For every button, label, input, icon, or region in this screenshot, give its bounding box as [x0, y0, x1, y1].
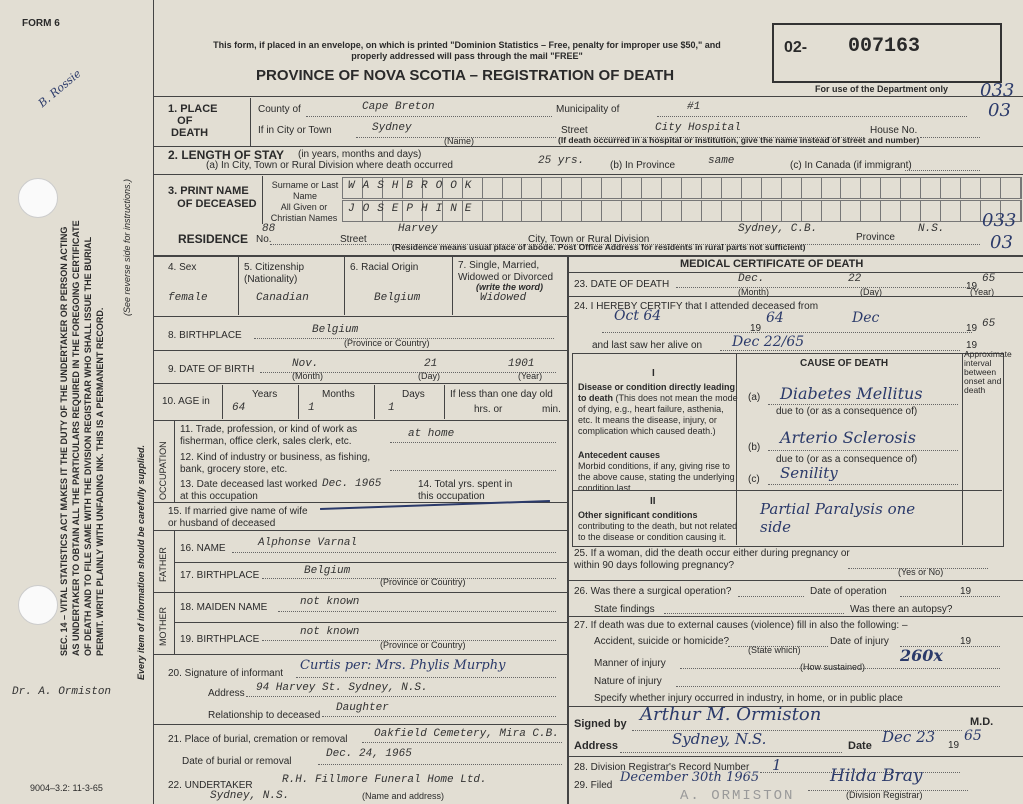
father-group-label: FATHER: [158, 547, 168, 582]
attended-to-year-prefix: 19: [966, 323, 978, 334]
stay-c-label: (c) In Canada (if immigrant): [790, 160, 912, 171]
other-label: Other significant conditions contributing to the death, but not related to the disease or condition causing it.: [578, 510, 738, 542]
due-to-a: due to (or as a consequence of): [776, 406, 918, 417]
burial-date: Dec. 24, 1965: [326, 748, 412, 760]
mother-birthplace: not known: [300, 626, 360, 638]
informant-sig-label: 20. Signature of informant: [168, 668, 284, 679]
municipality-label: Municipality of: [556, 104, 620, 115]
q15-label: 15. If married give name of wife or husband of deceased: [168, 506, 308, 529]
birthplace-caption: (Province or Country): [344, 338, 430, 348]
mother-maiden: not known: [300, 596, 360, 608]
surname-value: WASHBROOK: [348, 180, 480, 192]
cause-heading: CAUSE OF DEATH: [800, 358, 889, 369]
q26-label: 26. Was there a surgical operation?: [574, 586, 732, 597]
hrs-label: hrs. or: [474, 404, 503, 415]
citizenship-value: Canadian: [256, 292, 309, 304]
min-label: min.: [542, 404, 561, 415]
undertaker-label: 22. UNDERTAKER: [168, 780, 253, 791]
racial-label: 6. Racial Origin: [350, 262, 419, 273]
ormiston-stamp: A. ORMISTON: [680, 788, 795, 804]
death-month: Dec.: [738, 273, 765, 285]
print-code: 9004–3.2: 11-3-65: [30, 783, 103, 793]
state-which-caption: (State which): [748, 645, 801, 655]
age-years: 64: [232, 402, 246, 414]
dob-label: 9. DATE OF BIRTH: [168, 364, 255, 375]
less-day-label: If less than one day old: [450, 389, 553, 400]
injury-year-prefix: 19: [960, 636, 972, 647]
section-ii: II: [650, 496, 656, 507]
dept-code-4: 03: [990, 232, 1013, 253]
q24-label: 24. I HEREBY CERTIFY that I attended deceased from: [574, 301, 819, 312]
due-to-b: due to (or as a consequence of): [776, 454, 918, 465]
reviewer-initials: B. Rossie: [35, 67, 84, 110]
informant-address-label: Address: [208, 688, 245, 699]
place-label: 1. PLACE OF DEATH: [168, 103, 218, 139]
op-date-label: Date of operation: [810, 586, 887, 597]
signed-address-label: Address: [574, 740, 619, 752]
interval-label: Approximate interval between onset and death: [964, 349, 1012, 395]
medical-heading: MEDICAL CERTIFICATE OF DEATH: [680, 258, 864, 270]
filed-date: December 30th 1965: [620, 770, 760, 785]
hospital-note: (If death occurred in a hospital or institution, give the name instead of street and number): [558, 135, 920, 145]
dob-year-cap: (Year): [518, 371, 543, 381]
residence-city: Sydney, C.B.: [738, 223, 818, 235]
father-bp-label: 17. BIRTHPLACE: [180, 570, 260, 581]
dob-month: Nov.: [292, 358, 319, 370]
q13-label: 13. Date deceased last worked at this occupation: [180, 479, 318, 502]
residence-note: (Residence means usual place of abode. Post Office Address for residents in rural parts not sufficient): [392, 242, 806, 252]
registrar-signature: Hilda Bray: [830, 766, 923, 786]
doctor-name: Dr. A. Ormiston: [12, 686, 112, 698]
name-caption: (Name): [444, 136, 475, 146]
age-days: 1: [388, 402, 395, 414]
informant-signature: Curtis per: Mrs. Phylis Murphy: [300, 658, 506, 673]
burial-place-label: 21. Place of burial, cremation or removal: [168, 734, 348, 745]
attended-from-year: 64: [766, 310, 784, 326]
punch-hole-top: [18, 178, 58, 218]
county-label: County of: [258, 104, 301, 115]
undertaker-city: Sydney, N.S.: [210, 790, 290, 802]
manner-code: 260x: [900, 646, 943, 665]
months-label: Months: [322, 389, 355, 400]
q14-label: 14. Total yrs. spent in this occupation: [418, 479, 513, 502]
manner-label: Manner of injury: [594, 658, 666, 669]
stay-sub: (in years, months and days): [298, 149, 422, 160]
occupation-group-label: OCCUPATION: [158, 441, 168, 500]
stay-label: 2. LENGTH OF STAY: [168, 148, 285, 162]
act-text: SEC. 14 – VITAL STATISTICS ACT MAKES IT THE DUTY OF THE UNDERTAKER OR PERSON ACTING AS UNDERTAKER TO OBTAIN ALL THE PARTICULARS REQUIRED IN THE FOREGOING CERTIFICATE OF DEATH AND TO FILE SAME WITH THE DIVISION REGISTRAR WHO SHALL ISSUE THE BURIAL PERMIT. WRITE PLAINLY WITH UNFADING INK. THIS IS A PERMANENT RECORD.: [59, 220, 105, 656]
md-label: M.D.: [970, 716, 994, 728]
father-name: Alphonse Varnal: [258, 537, 358, 549]
dob-year: 1901: [508, 358, 535, 370]
op-date-year-prefix: 19: [960, 586, 972, 597]
municipality-value: #1: [687, 101, 701, 113]
signed-year: 65: [964, 728, 982, 744]
residence-label: RESIDENCE: [178, 232, 249, 246]
dob-month-cap: (Month): [292, 371, 324, 381]
mother-bp-label: 19. BIRTHPLACE: [180, 634, 260, 645]
dept-code-2: 03: [988, 100, 1011, 121]
burial-date-label: Date of burial or removal: [182, 756, 292, 767]
other-conditions: Partial Paralysis one side: [760, 500, 916, 536]
instructions-note: (See reverse side for instructions.): [122, 178, 132, 316]
cause-b: Arterio Sclerosis: [780, 428, 916, 447]
physician-signature: Arthur M. Ormiston: [640, 704, 822, 725]
years-label: Years: [252, 389, 278, 400]
death-year-prefix: 19: [966, 281, 978, 292]
street-label: Street: [561, 125, 588, 136]
residence-street-label: Street: [340, 234, 367, 245]
age-months: 1: [308, 402, 315, 414]
surname-label: Surname or Last Name: [271, 180, 339, 201]
q28-label: 28. Division Registrar's Record Number: [574, 762, 750, 773]
days-label: Days: [402, 389, 425, 400]
citizenship-label: 5. Citizenship (Nationality): [244, 262, 305, 285]
every-item-note: Every item of information should be carefully supplied.: [136, 444, 146, 680]
county-value: Cape Breton: [362, 101, 435, 113]
father-name-label: 16. NAME: [180, 543, 226, 554]
age-label: 10. AGE in: [162, 396, 210, 407]
city-value: Sydney: [372, 122, 412, 134]
antecedent-label: Antecedent causes Morbid conditions, if any, giving rise to the above cause, stating the underlying condition last.: [578, 450, 735, 493]
informant-address: 94 Harvey St. Sydney, N.S.: [256, 682, 428, 694]
attended-to-year: 65: [982, 318, 996, 330]
q11-value: at home: [408, 428, 455, 440]
cause-a-label: (a): [748, 392, 761, 403]
q25-label: 25. If a woman, did the death occur either during pregnancy or within 90 days following pregnancy?: [574, 548, 850, 571]
residence-province: N.S.: [918, 223, 945, 235]
birthplace-label: 8. BIRTHPLACE: [168, 330, 242, 341]
relationship-value: Daughter: [336, 702, 389, 714]
registration-number-box: [772, 23, 1002, 83]
cause-c: Senility: [780, 464, 838, 482]
residence-no: 88: [262, 223, 276, 235]
last-saw-year-prefix: 19: [966, 340, 978, 351]
residence-city-label: City, Town or Rural Division: [528, 234, 650, 245]
undertaker-name: R.H. Fillmore Funeral Home Ltd.: [282, 774, 487, 786]
specify-label: Specify whether injury occurred in industry, in home, or in public place: [594, 693, 903, 704]
given-label: All Given or Christian Names: [270, 202, 338, 223]
signed-date-label: Date: [848, 740, 872, 752]
cause-a: Diabetes Mellitus: [780, 384, 923, 403]
reg-number: 007163: [848, 35, 921, 58]
stay-b-label: (b) In Province: [610, 160, 676, 171]
residence-street: Harvey: [398, 223, 438, 235]
section-i: I: [652, 368, 655, 379]
registrar-caption: (Division Registrar): [846, 790, 923, 800]
q23-label: 23. DATE OF DEATH: [574, 279, 670, 290]
residence-province-label: Province: [856, 232, 895, 243]
death-day: 22: [848, 273, 862, 285]
injury-date-label: Date of injury: [830, 636, 889, 647]
stay-a-value: 25 yrs.: [538, 155, 585, 167]
stay-b-value: same: [708, 155, 735, 167]
state-findings-label: State findings: [594, 604, 655, 615]
q29-label: 29. Filed: [574, 780, 613, 791]
residence-no-label: No.: [256, 234, 272, 245]
marital-label: 7. Single, Married, Widowed or Divorced: [458, 260, 554, 283]
mother-group-label: MOTHER: [158, 607, 168, 646]
father-birthplace: Belgium: [304, 565, 351, 577]
nature-label: Nature of injury: [594, 676, 662, 687]
house-label: House No.: [870, 125, 918, 136]
street-value: City Hospital: [655, 122, 741, 134]
father-bp-caption: (Province or Country): [380, 577, 466, 587]
death-year: 65: [982, 273, 996, 285]
last-saw-label: and last saw her alive on: [592, 340, 703, 351]
disease-label: Disease or condition directly leading to death (This does not mean the mode of dying, e.g., heart failure, asthenia, etc. It means the disease, injury, or complication which caused death.): [578, 382, 738, 436]
marital-value: Widowed: [480, 292, 527, 304]
punch-hole-bottom: [18, 585, 58, 625]
yes-no-caption: (Yes or No): [898, 567, 944, 577]
sex-label: 4. Sex: [168, 262, 197, 273]
death-month-cap: (Month): [738, 287, 770, 297]
mother-bp-caption: (Province or Country): [380, 640, 466, 650]
q27-label: 27. If death was due to external causes (violence) fill in also the following: –: [574, 620, 908, 631]
dept-code-3: 033: [982, 210, 1017, 231]
birthplace-value: Belgium: [312, 324, 359, 336]
attended-from-year-prefix: 19: [750, 323, 762, 334]
attended-from: Oct 64: [614, 308, 662, 324]
form-number: FORM 6: [22, 18, 60, 29]
relationship-label: Relationship to deceased: [208, 710, 321, 721]
q12-label: 12. Kind of industry or business, as fishing, bank, grocery store, etc.: [180, 452, 371, 475]
burial-place: Oakfield Cemetery, Mira C.B.: [374, 728, 559, 740]
signed-address: Sydney, N.S.: [672, 730, 767, 748]
mail-notice: This form, if placed in an envelope, on which is printed "Dominion Statistics – Free, penalty for improper use $50," and properly addressed will pass through the mail "FREE": [213, 40, 721, 61]
last-saw-value: Dec 22/65: [732, 334, 805, 350]
accident-label: Accident, suicide or homicide?: [594, 636, 730, 647]
attended-to: Dec: [852, 310, 880, 326]
name-label: 3. PRINT NAME OF DECEASED: [168, 185, 257, 210]
signed-by-label: Signed by: [574, 718, 627, 730]
q13-value: Dec. 1965: [322, 478, 382, 490]
dept-code-1: 033: [980, 80, 1015, 101]
how-sustained-caption: (How sustained): [800, 662, 866, 672]
cause-c-label: (c): [748, 474, 760, 485]
autopsy-label: Was there an autopsy?: [850, 604, 953, 615]
q11-label: 11. Trade, profession, or kind of work as fisherman, office clerk, sales clerk, etc.: [180, 424, 358, 447]
dob-day-cap: (Day): [418, 371, 440, 381]
mother-maiden-label: 18. MAIDEN NAME: [180, 602, 268, 613]
racial-value: Belgium: [374, 292, 421, 304]
death-year-cap: (Year): [970, 287, 995, 297]
death-day-cap: (Day): [860, 287, 882, 297]
undertaker-caption: (Name and address): [362, 791, 445, 801]
form-title: PROVINCE OF NOVA SCOTIA – REGISTRATION OF DEATH: [256, 67, 675, 84]
marital-hint: (write the word): [476, 282, 543, 292]
record-number: 1: [772, 756, 782, 774]
dob-day: 21: [424, 358, 438, 370]
cause-b-label: (b): [748, 442, 761, 453]
stay-a-label: (a) In City, Town or Rural Division where death occurred: [206, 160, 453, 171]
reg-prefix: 02-: [784, 39, 808, 56]
signed-date: Dec 23: [882, 728, 936, 746]
sex-value: female: [168, 292, 208, 304]
given-value: JOSEPHINE: [348, 203, 480, 215]
city-label: If in City or Town: [258, 125, 332, 136]
signed-year-prefix: 19: [948, 740, 960, 751]
dept-use-label: For use of the Department only: [815, 84, 949, 94]
